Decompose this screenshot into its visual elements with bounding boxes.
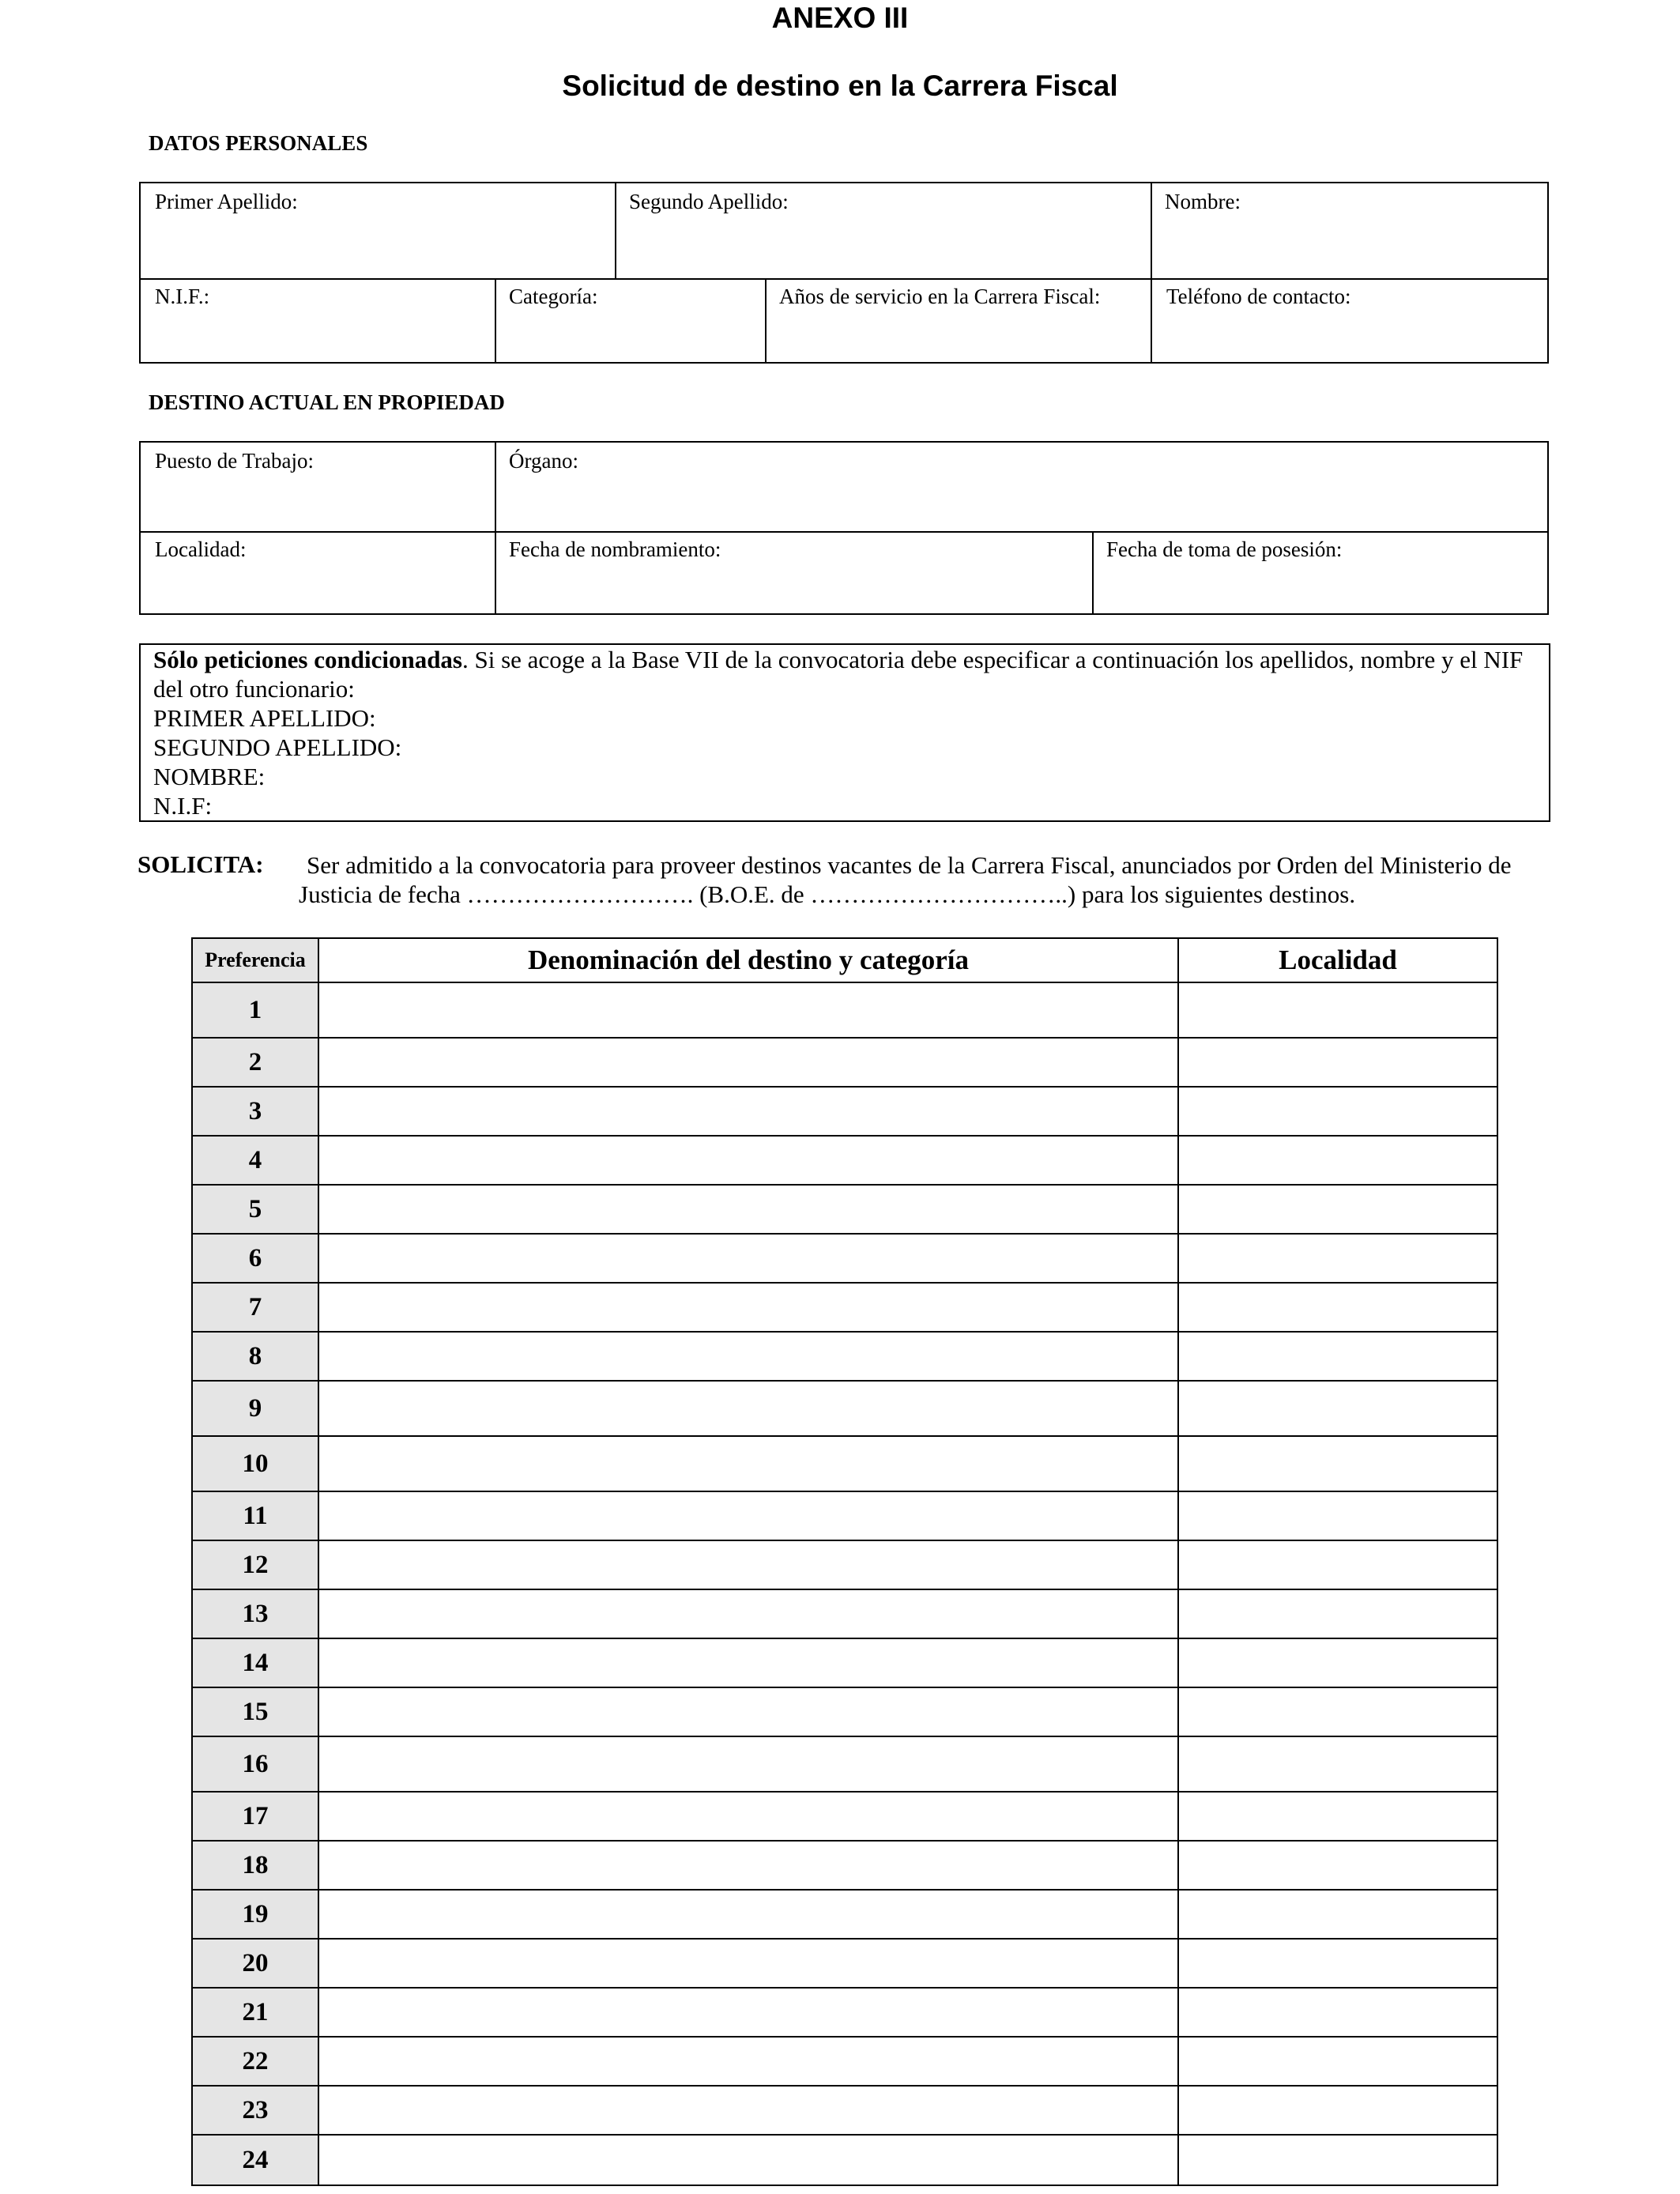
destination-cell[interactable] — [318, 2135, 1178, 2185]
categoria-field[interactable]: Categoría: — [509, 285, 598, 308]
anios-servicio-field[interactable]: Años de servicio en la Carrera Fiscal: — [779, 285, 1101, 308]
destination-cell[interactable] — [318, 2037, 1178, 2086]
nif-field[interactable]: N.I.F.: — [155, 285, 210, 308]
destination-cell[interactable] — [318, 1736, 1178, 1792]
localidad-field[interactable]: Localidad: — [155, 537, 247, 561]
preference-number: 8 — [192, 1332, 318, 1381]
localidad-cell[interactable] — [1178, 2086, 1497, 2135]
solicita-label: SOLICITA: — [137, 850, 264, 878]
localidad-cell[interactable] — [1178, 982, 1497, 1038]
conditional-primer-apellido[interactable]: PRIMER APELLIDO: — [153, 704, 376, 732]
current-post-heading: DESTINO ACTUAL EN PROPIEDAD — [149, 390, 505, 414]
destination-cell[interactable] — [318, 1890, 1178, 1939]
telefono-field[interactable]: Teléfono de contacto: — [1166, 285, 1351, 308]
col-localidad-header: Localidad — [1178, 938, 1497, 982]
table-row — [192, 1540, 1497, 1589]
table-row — [192, 2086, 1497, 2135]
destination-cell[interactable] — [318, 1491, 1178, 1540]
preference-number: 4 — [192, 1136, 318, 1185]
localidad-cell[interactable] — [1178, 1890, 1497, 1939]
table-row — [192, 1736, 1497, 1792]
preference-number: 17 — [192, 1792, 318, 1841]
preference-number: 21 — [192, 1988, 318, 2037]
localidad-cell[interactable] — [1178, 1332, 1497, 1381]
destination-cell[interactable] — [318, 1332, 1178, 1381]
localidad-cell[interactable] — [1178, 1589, 1497, 1638]
personal-data-box — [139, 182, 1549, 364]
destination-cell[interactable] — [318, 1381, 1178, 1436]
localidad-cell[interactable] — [1178, 1185, 1497, 1234]
localidad-cell[interactable] — [1178, 1234, 1497, 1283]
preference-number: 15 — [192, 1687, 318, 1736]
table-row — [192, 982, 1497, 1038]
table-row — [192, 1638, 1497, 1687]
table-row — [192, 1283, 1497, 1332]
localidad-cell[interactable] — [1178, 1038, 1497, 1087]
table-row — [192, 1841, 1497, 1890]
table-row — [192, 1589, 1497, 1638]
table-row — [192, 1687, 1497, 1736]
localidad-cell[interactable] — [1178, 1988, 1497, 2037]
preference-number: 9 — [192, 1381, 318, 1436]
preference-number: 10 — [192, 1436, 318, 1491]
destinations-table — [191, 937, 1498, 2186]
conditional-nif[interactable]: N.I.F: — [153, 792, 213, 820]
localidad-cell[interactable] — [1178, 1540, 1497, 1589]
table-row — [192, 2037, 1497, 2086]
destination-cell[interactable] — [318, 1136, 1178, 1185]
fecha-nombramiento-field[interactable]: Fecha de nombramiento: — [509, 537, 721, 561]
table-row — [192, 1792, 1497, 1841]
solicita-line-1: Ser admitido a la convocatoria para proveer destinos vacantes de la Carrera Fiscal, anunciados por Orden del Ministerio de — [307, 851, 1512, 879]
localidad-cell[interactable] — [1178, 2135, 1497, 2185]
puesto-trabajo-field[interactable]: Puesto de Trabajo: — [155, 449, 315, 473]
table-row — [192, 1491, 1497, 1540]
destination-cell[interactable] — [318, 1939, 1178, 1988]
nombre-field[interactable]: Nombre: — [1165, 190, 1241, 213]
destination-cell[interactable] — [318, 1988, 1178, 2037]
destination-cell[interactable] — [318, 1792, 1178, 1841]
fecha-posesion-field[interactable]: Fecha de toma de posesión: — [1106, 537, 1343, 561]
table-row — [192, 1087, 1497, 1136]
localidad-cell[interactable] — [1178, 1436, 1497, 1491]
preference-number: 19 — [192, 1890, 318, 1939]
table-row — [192, 1436, 1497, 1491]
table-row — [192, 1332, 1497, 1381]
conditional-requests-box — [139, 643, 1550, 822]
localidad-cell[interactable] — [1178, 1381, 1497, 1436]
preference-number: 16 — [192, 1736, 318, 1792]
localidad-cell[interactable] — [1178, 1491, 1497, 1540]
localidad-cell[interactable] — [1178, 1792, 1497, 1841]
destination-cell[interactable] — [318, 1540, 1178, 1589]
conditional-intro — [153, 645, 1538, 703]
localidad-cell[interactable] — [1178, 1736, 1497, 1792]
preference-number: 1 — [192, 982, 318, 1038]
col-preferencia-header: Preferencia — [192, 938, 318, 982]
preference-number: 18 — [192, 1841, 318, 1890]
destination-cell[interactable] — [318, 1283, 1178, 1332]
destination-cell[interactable] — [318, 1589, 1178, 1638]
preference-number: 14 — [192, 1638, 318, 1687]
localidad-cell[interactable] — [1178, 1939, 1497, 1988]
destination-cell[interactable] — [318, 1185, 1178, 1234]
localidad-cell[interactable] — [1178, 1638, 1497, 1687]
destination-cell[interactable] — [318, 1234, 1178, 1283]
preference-number: 6 — [192, 1234, 318, 1283]
destination-cell[interactable] — [318, 1638, 1178, 1687]
primer-apellido-field[interactable]: Primer Apellido: — [155, 190, 298, 213]
table-row — [192, 1136, 1497, 1185]
table-row — [192, 2135, 1497, 2185]
personal-data-heading: DATOS PERSONALES — [149, 131, 368, 155]
localidad-cell[interactable] — [1178, 1841, 1497, 1890]
form-title: Solicitud de destino en la Carrera Fiscal — [562, 70, 1118, 102]
current-post-box — [139, 441, 1549, 615]
preference-number: 12 — [192, 1540, 318, 1589]
preference-number: 3 — [192, 1087, 318, 1136]
conditional-nombre[interactable]: NOMBRE: — [153, 763, 266, 790]
table-row — [192, 1890, 1497, 1939]
preference-number: 13 — [192, 1589, 318, 1638]
preference-number: 5 — [192, 1185, 318, 1234]
table-row — [192, 1038, 1497, 1087]
table-row — [192, 1234, 1497, 1283]
segundo-apellido-field[interactable]: Segundo Apellido: — [629, 190, 789, 213]
destination-cell[interactable] — [318, 2086, 1178, 2135]
preference-number: 11 — [192, 1491, 318, 1540]
conditional-intro-rest: . Si se acoge a la Base VII de la convocatoria debe especificar a continuación los apellidos, nombre y el NIF del otro funcionario: — [153, 646, 1524, 703]
conditional-segundo-apellido[interactable]: SEGUNDO APELLIDO: — [153, 733, 402, 761]
preference-number: 2 — [192, 1038, 318, 1087]
table-row — [192, 1381, 1497, 1436]
destination-cell[interactable] — [318, 1087, 1178, 1136]
preference-number: 23 — [192, 2086, 318, 2135]
table-row — [192, 1988, 1497, 2037]
preference-number: 22 — [192, 2037, 318, 2086]
preference-number: 20 — [192, 1939, 318, 1988]
annex-title: ANEXO III — [771, 2, 909, 34]
destination-cell[interactable] — [318, 982, 1178, 1038]
localidad-cell[interactable] — [1178, 1087, 1497, 1136]
col-denominacion-header: Denominación del destino y categoría — [318, 938, 1178, 982]
preference-number: 24 — [192, 2135, 318, 2185]
localidad-cell[interactable] — [1178, 2037, 1497, 2086]
localidad-cell[interactable] — [1178, 1283, 1497, 1332]
conditional-intro-bold: Sólo peticiones condicionadas — [153, 646, 462, 673]
localidad-cell[interactable] — [1178, 1136, 1497, 1185]
destination-cell[interactable] — [318, 1436, 1178, 1491]
table-row — [192, 1185, 1497, 1234]
destination-cell[interactable] — [318, 1038, 1178, 1087]
preference-number: 7 — [192, 1283, 318, 1332]
destination-cell[interactable] — [318, 1687, 1178, 1736]
table-row — [192, 1939, 1497, 1988]
destination-cell[interactable] — [318, 1841, 1178, 1890]
solicita-line-2: Justicia de fecha ………………………. (B.O.E. de …………………………..) para los siguientes destinos. — [299, 880, 1356, 908]
localidad-cell[interactable] — [1178, 1687, 1497, 1736]
organo-field[interactable]: Órgano: — [509, 449, 578, 473]
